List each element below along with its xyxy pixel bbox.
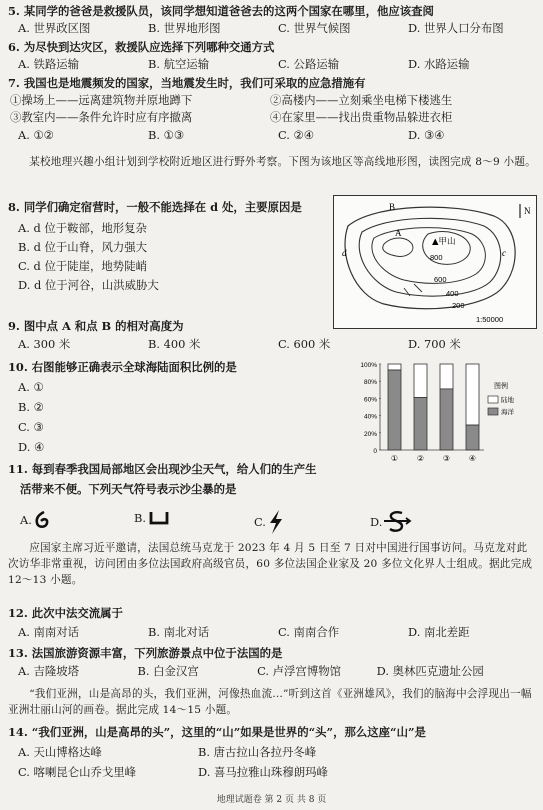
- q7-items-row2: [10, 110, 530, 125]
- q10-option-c[interactable]: C. ③: [18, 420, 44, 434]
- north-label: N: [524, 206, 531, 216]
- q5-option-c[interactable]: C. 世界气候图: [278, 21, 351, 35]
- x-tick-label: ④: [468, 454, 477, 463]
- q7-option-d[interactable]: D. ③④: [408, 128, 445, 142]
- q9-options: [18, 337, 538, 352]
- hail-symbol-icon: [32, 509, 52, 531]
- q14-stem: 14. “我们亚洲，山是高昂的头”，这里的“山”如果是世界的“头”，那么这座“山”是: [8, 725, 426, 739]
- q14-option-a[interactable]: A. 天山博格达峰: [18, 745, 102, 759]
- land-sea-chart-svg: [354, 358, 539, 468]
- page-footer: 地理试题卷 第 2 页 共 8 页: [216, 795, 327, 805]
- contour-600-label: 600: [434, 275, 447, 284]
- contour-200-label: 200: [452, 301, 465, 310]
- x-tick-label: ①: [390, 454, 399, 463]
- q13-options: [18, 664, 538, 679]
- q7-item-2: ②高楼内——立刻乘坐电梯下楼逃生: [270, 93, 453, 107]
- q7-item-4: ④在家里——找出贵重物品躲进衣柜: [270, 110, 453, 124]
- q6-options: [18, 57, 538, 72]
- q11-option-b-letter: B.: [134, 511, 146, 525]
- q11-option-c-letter: C.: [254, 515, 266, 529]
- q9-option-a[interactable]: A. 300 米: [18, 337, 71, 351]
- q10-option-d[interactable]: D. ④: [18, 440, 45, 454]
- q12-option-a[interactable]: A. 南南对话: [18, 625, 80, 639]
- q8-stem: 8. 同学们确定宿营时，一般不能选择在 d 处，主要原因是: [8, 200, 302, 214]
- bar-land: [414, 364, 427, 398]
- y-tick-label: 20%: [363, 430, 377, 438]
- bar-sea: [414, 398, 427, 450]
- q9-stem: 9. 图中点 A 和点 B 的相对高度为: [8, 319, 184, 333]
- point-d-label: d: [342, 248, 347, 258]
- q8-option-a[interactable]: A. d 位于鞍部，地形复杂: [18, 221, 147, 235]
- q5-option-d[interactable]: D. 世界人口分布图: [408, 21, 504, 35]
- q7-option-a[interactable]: A. ①②: [18, 128, 54, 142]
- q14-option-b[interactable]: B. 唐古拉山各拉丹冬峰: [198, 745, 317, 759]
- q7-stem: 7. 我国也是地震频发的国家，当地震发生时，我们可采取的应急措施有: [8, 76, 366, 90]
- q13-option-c[interactable]: C. 卢浮宫博物馆: [257, 664, 341, 678]
- lightning-symbol-icon: [266, 509, 286, 535]
- q5-stem: 5. 某同学的爸爸是救援队员，该同学想知道爸爸去的这两个国家在哪里，他应该查阅: [8, 4, 434, 18]
- q12-option-d[interactable]: D. 南北差距: [408, 625, 470, 639]
- point-b-label: B: [389, 202, 396, 212]
- frost-symbol-icon: [146, 509, 172, 527]
- q6-option-c[interactable]: C. 公路运输: [278, 57, 340, 71]
- q12-option-b[interactable]: B. 南北对话: [148, 625, 210, 639]
- intro-14-15: “我们亚洲，山是高昂的头，我们亚洲，河像热血流…”听到这首《亚洲雄风》，我们的脑海中会浮现出一幅亚洲壮丽山河的画卷。据此完成 14～15 小题。: [8, 688, 532, 716]
- q9-option-b[interactable]: B. 400 米: [148, 337, 201, 351]
- q13-option-a[interactable]: A. 吉隆坡塔: [18, 664, 80, 678]
- q11-stem-line1: 11. 每到春季我国局部地区会出现沙尘天气，给人们的生产生: [8, 462, 317, 476]
- q14-option-d[interactable]: D. 喜马拉雅山珠穆朗玛峰: [198, 765, 328, 779]
- contour-map-svg: [334, 196, 536, 328]
- q14-options-row1: [18, 745, 378, 760]
- q7-item-3: ③教室内——条件允许时应有序撤离: [10, 110, 193, 124]
- q7-option-c[interactable]: C. ②④: [278, 128, 314, 142]
- q11-option-a[interactable]: [20, 509, 52, 531]
- y-tick-label: 100%: [360, 362, 377, 369]
- q5-option-b[interactable]: B. 世界地形图: [148, 21, 221, 35]
- intro-8-9: 某校地理兴趣小组计划到学校附近地区进行野外考察。下图为该地区等高线地形图，读图完成 8～9 小题。: [29, 156, 536, 168]
- q14-options-row2: [18, 765, 378, 780]
- q7-items-row1: [10, 93, 530, 108]
- x-tick-label: ②: [416, 454, 425, 463]
- bar-land: [388, 364, 401, 370]
- contour-800-west: [383, 238, 413, 256]
- q8-option-c[interactable]: C. d 位于陡崖，地势陡峭: [18, 259, 147, 273]
- bar-sea: [440, 389, 453, 450]
- land-sea-chart: [354, 358, 539, 468]
- map-scale: 1:50000: [476, 315, 504, 324]
- bar-sea: [388, 370, 401, 450]
- q7-options: [18, 128, 538, 143]
- legend-swatch: [488, 408, 498, 415]
- q11-option-c[interactable]: [254, 509, 286, 535]
- y-tick-label: 0: [373, 448, 377, 455]
- q13-option-d[interactable]: D. 奥林匹克遗址公园: [376, 664, 484, 678]
- legend-swatch: [488, 396, 498, 403]
- q10-option-a[interactable]: A. ①: [18, 380, 44, 394]
- sandstorm-symbol-icon: [382, 509, 412, 535]
- q9-option-d[interactable]: D. 700 米: [408, 337, 461, 351]
- q8-option-b[interactable]: B. d 位于山脊，风力强大: [18, 240, 148, 254]
- contour-400-label: 400: [446, 289, 459, 298]
- q13-option-b[interactable]: B. 白金汉宫: [137, 664, 199, 678]
- y-tick-label: 40%: [363, 413, 377, 421]
- q7-option-b[interactable]: B. ①③: [148, 128, 185, 142]
- q11-stem-line2: 活带来不便。下列天气符号表示沙尘暴的是: [20, 482, 237, 496]
- q11-option-d-letter: D.: [370, 515, 383, 529]
- q10-stem: 10. 右图能够正确表示全球海陆面积比例的是: [8, 360, 237, 374]
- q11-option-a-letter: A.: [20, 513, 32, 527]
- legend-title: 图例: [494, 382, 508, 390]
- x-tick-label: ③: [442, 454, 451, 463]
- q12-stem: 12. 此次中法交流属于: [8, 606, 123, 620]
- q11-option-b[interactable]: [134, 509, 172, 527]
- q10-option-b[interactable]: B. ②: [18, 400, 44, 414]
- q12-options: [18, 625, 538, 640]
- point-a-label: A: [395, 228, 402, 238]
- y-tick-label: 60%: [363, 396, 377, 404]
- legend-label: 海洋: [501, 408, 514, 416]
- bar-sea: [466, 425, 479, 450]
- summit-label: ▲甲山: [432, 237, 456, 247]
- q8-option-d[interactable]: D. d 位于河谷，山洪威胁大: [18, 278, 159, 292]
- legend-label: 陆地: [501, 396, 514, 404]
- q7-item-1: ①操场上——远离建筑物并原地蹲下: [10, 93, 193, 107]
- point-c-label: c: [502, 248, 506, 258]
- bar-land: [466, 364, 479, 425]
- q9-option-c[interactable]: C. 600 米: [278, 337, 331, 351]
- contour-800-label: 800: [430, 253, 443, 262]
- intro-12-13: 应国家主席习近平邀请，法国总统马克龙于 2023 年 4 月 5 日至 7 日对中国进行国事访问。马克龙对此次访华非常重视，访问团由多位法国政府高级官员，60 多位法国企业家及 20 多位文化界人士组成。据此完成 12～13 小题。: [8, 542, 533, 586]
- q11-option-d[interactable]: [370, 509, 412, 535]
- bar-land: [440, 364, 453, 389]
- q6-option-d[interactable]: D. 水路运输: [408, 57, 470, 71]
- q12-option-c[interactable]: C. 南南合作: [278, 625, 340, 639]
- q5-options: [18, 21, 538, 36]
- q14-option-c[interactable]: C. 喀喇昆仑山乔戈里峰: [18, 765, 137, 779]
- q5-option-a[interactable]: A. 世界政区图: [18, 21, 91, 35]
- q6-stem: 6. 为尽快到达灾区，救援队应选择下列哪种交通方式: [8, 40, 275, 54]
- q6-option-a[interactable]: A. 铁路运输: [18, 57, 80, 71]
- y-tick-label: 80%: [363, 379, 377, 387]
- q6-option-b[interactable]: B. 航空运输: [148, 57, 210, 71]
- q13-stem: 13. 法国旅游资源丰富，下列旅游景点中位于法国的是: [8, 646, 283, 660]
- contour-map: [333, 195, 537, 329]
